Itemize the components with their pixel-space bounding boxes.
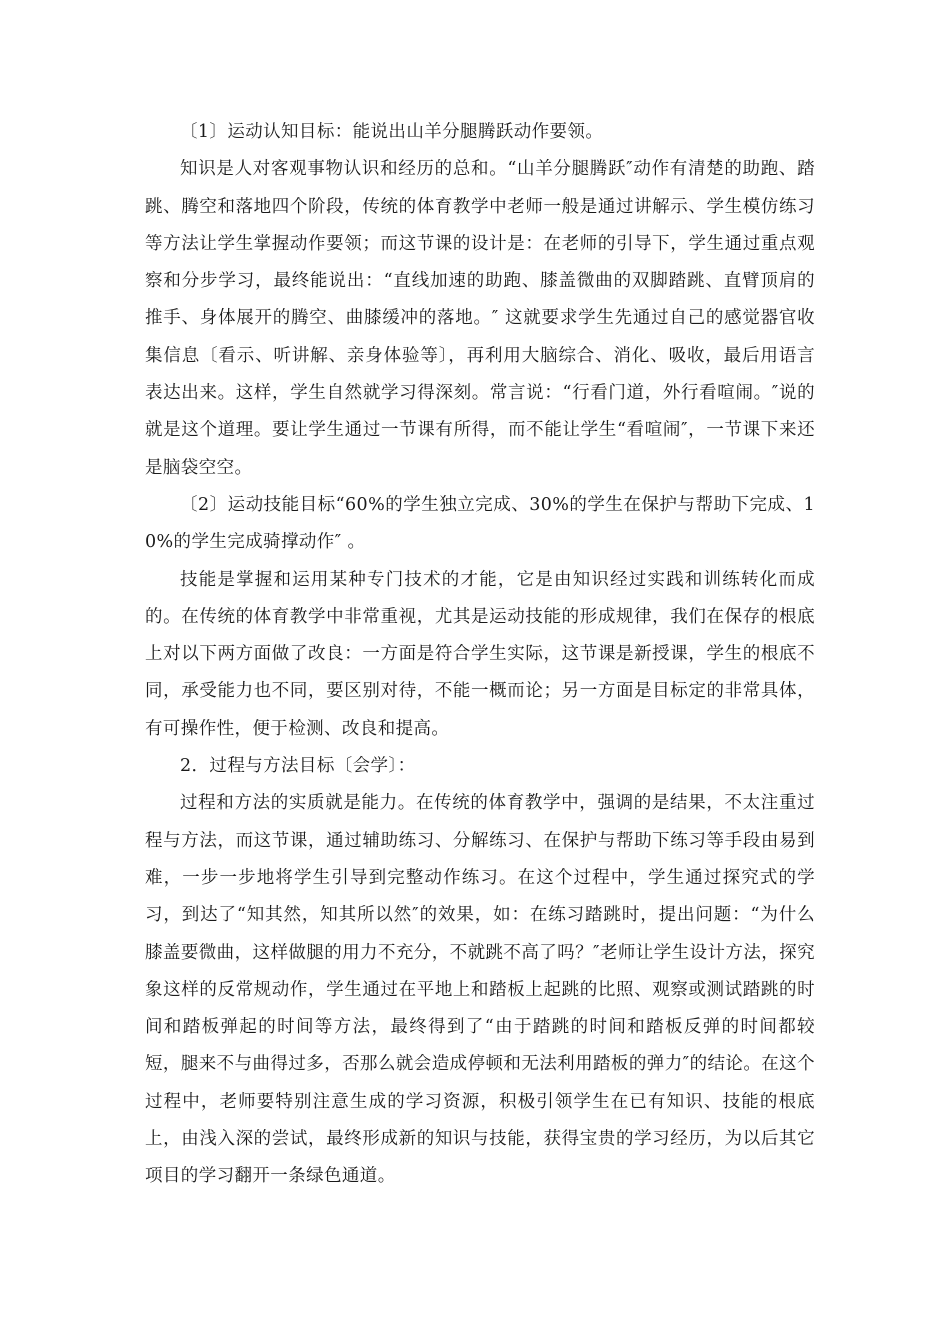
document-body <box>145 114 815 1196</box>
paragraph-skill-goal: 〔2〕运动技能目标“60%的学生独立完成、30%的学生在保护与帮助下完成、10%的学生完成骑撑动作″ 。 <box>145 494 815 553</box>
paragraph-knowledge: 知识是人对客观事物认识和经历的总和。“山羊分腿腾跃″动作有清楚的助跑、踏跳、腾空和落地四个阶段，传统的体育教学中老师一般是通过讲解示、学生模仿练习等方法让学生掌握动作要领；而这节课的设计是：在老师的引导下，学生通过重点观察和分步学习，最终能说出：“直线加速的助跑、膝盖微曲的双脚踏跳、直臂顶肩的推手、身体展开的腾空、曲膝缓冲的落地。″ 这就要求学生先通过自己的感觉器官收集信息〔看示、听讲解、亲身体验等〕，再利用大脑综合、消化、吸收，最后用语言表达出来。这样，学生自然就学习得深刻。常言说：“行看门道，外行看喧闹。″说的就是这个道理。要让学生通过一节课有所得，而不能让学生“看喧闹″，一节课下来还是脑袋空空。 <box>145 159 815 478</box>
paragraph-process: 过程和方法的实质就是能力。在传统的体育教学中，强调的是结果，不太注重过程与方法，而这节课，通过辅助练习、分解练习、在保护与帮助下练习等手段由易到难，一步一步地将学生引导到完整动作练习。在这个过程中，学生通过探究式的学习，到达了“知其然，知其所以然″的效果，如：在练习踏跳时，提出问题：“为什么膝盖要微曲，这样做腿的用力不充分，不就跳不高了吗？″老师让学生设计方法，探究象这样的反常规动作，学生通过在平地上和踏板上起跳的比照、观察或测试踏跳的时间和踏板弹起的时间等方法，最终得到了“由于踏跳的时间和踏板反弹的时间都较短，腿来不与曲得过多，否那么就会造成停顿和无法利用踏板的弹力″的结论。在这个过程中，老师要特别注意生成的学习资源，积极引领学生在已有知识、技能的根底上，由浅入深的尝试，最终形成新的知识与技能，获得宝贵的学习经历，为以后其它项目的学习翻开一条绿色通道。 <box>145 793 815 1187</box>
paragraph-process-goal: 2．过程与方法目标〔会学〕： <box>180 756 416 777</box>
paragraph-cognitive-goal: 〔1〕运动认知目标：能说出山羊分腿腾跃动作要领。 <box>180 122 604 142</box>
paragraph-skill: 技能是掌握和运用某种专门技术的才能，它是由知识经过实践和训练转化而成的。在传统的体育教学中非常重视，尤其是运动技能的形成规律，我们在保存的根底上对以下两方面做了改良：一方面是符合学生实际，这节课是新授课，学生的根底不同，承受能力也不同，要区别对待，不能一概而论；另一方面是目标定的非常具体，有可操作性，便于检测、改良和提高。 <box>145 569 815 739</box>
